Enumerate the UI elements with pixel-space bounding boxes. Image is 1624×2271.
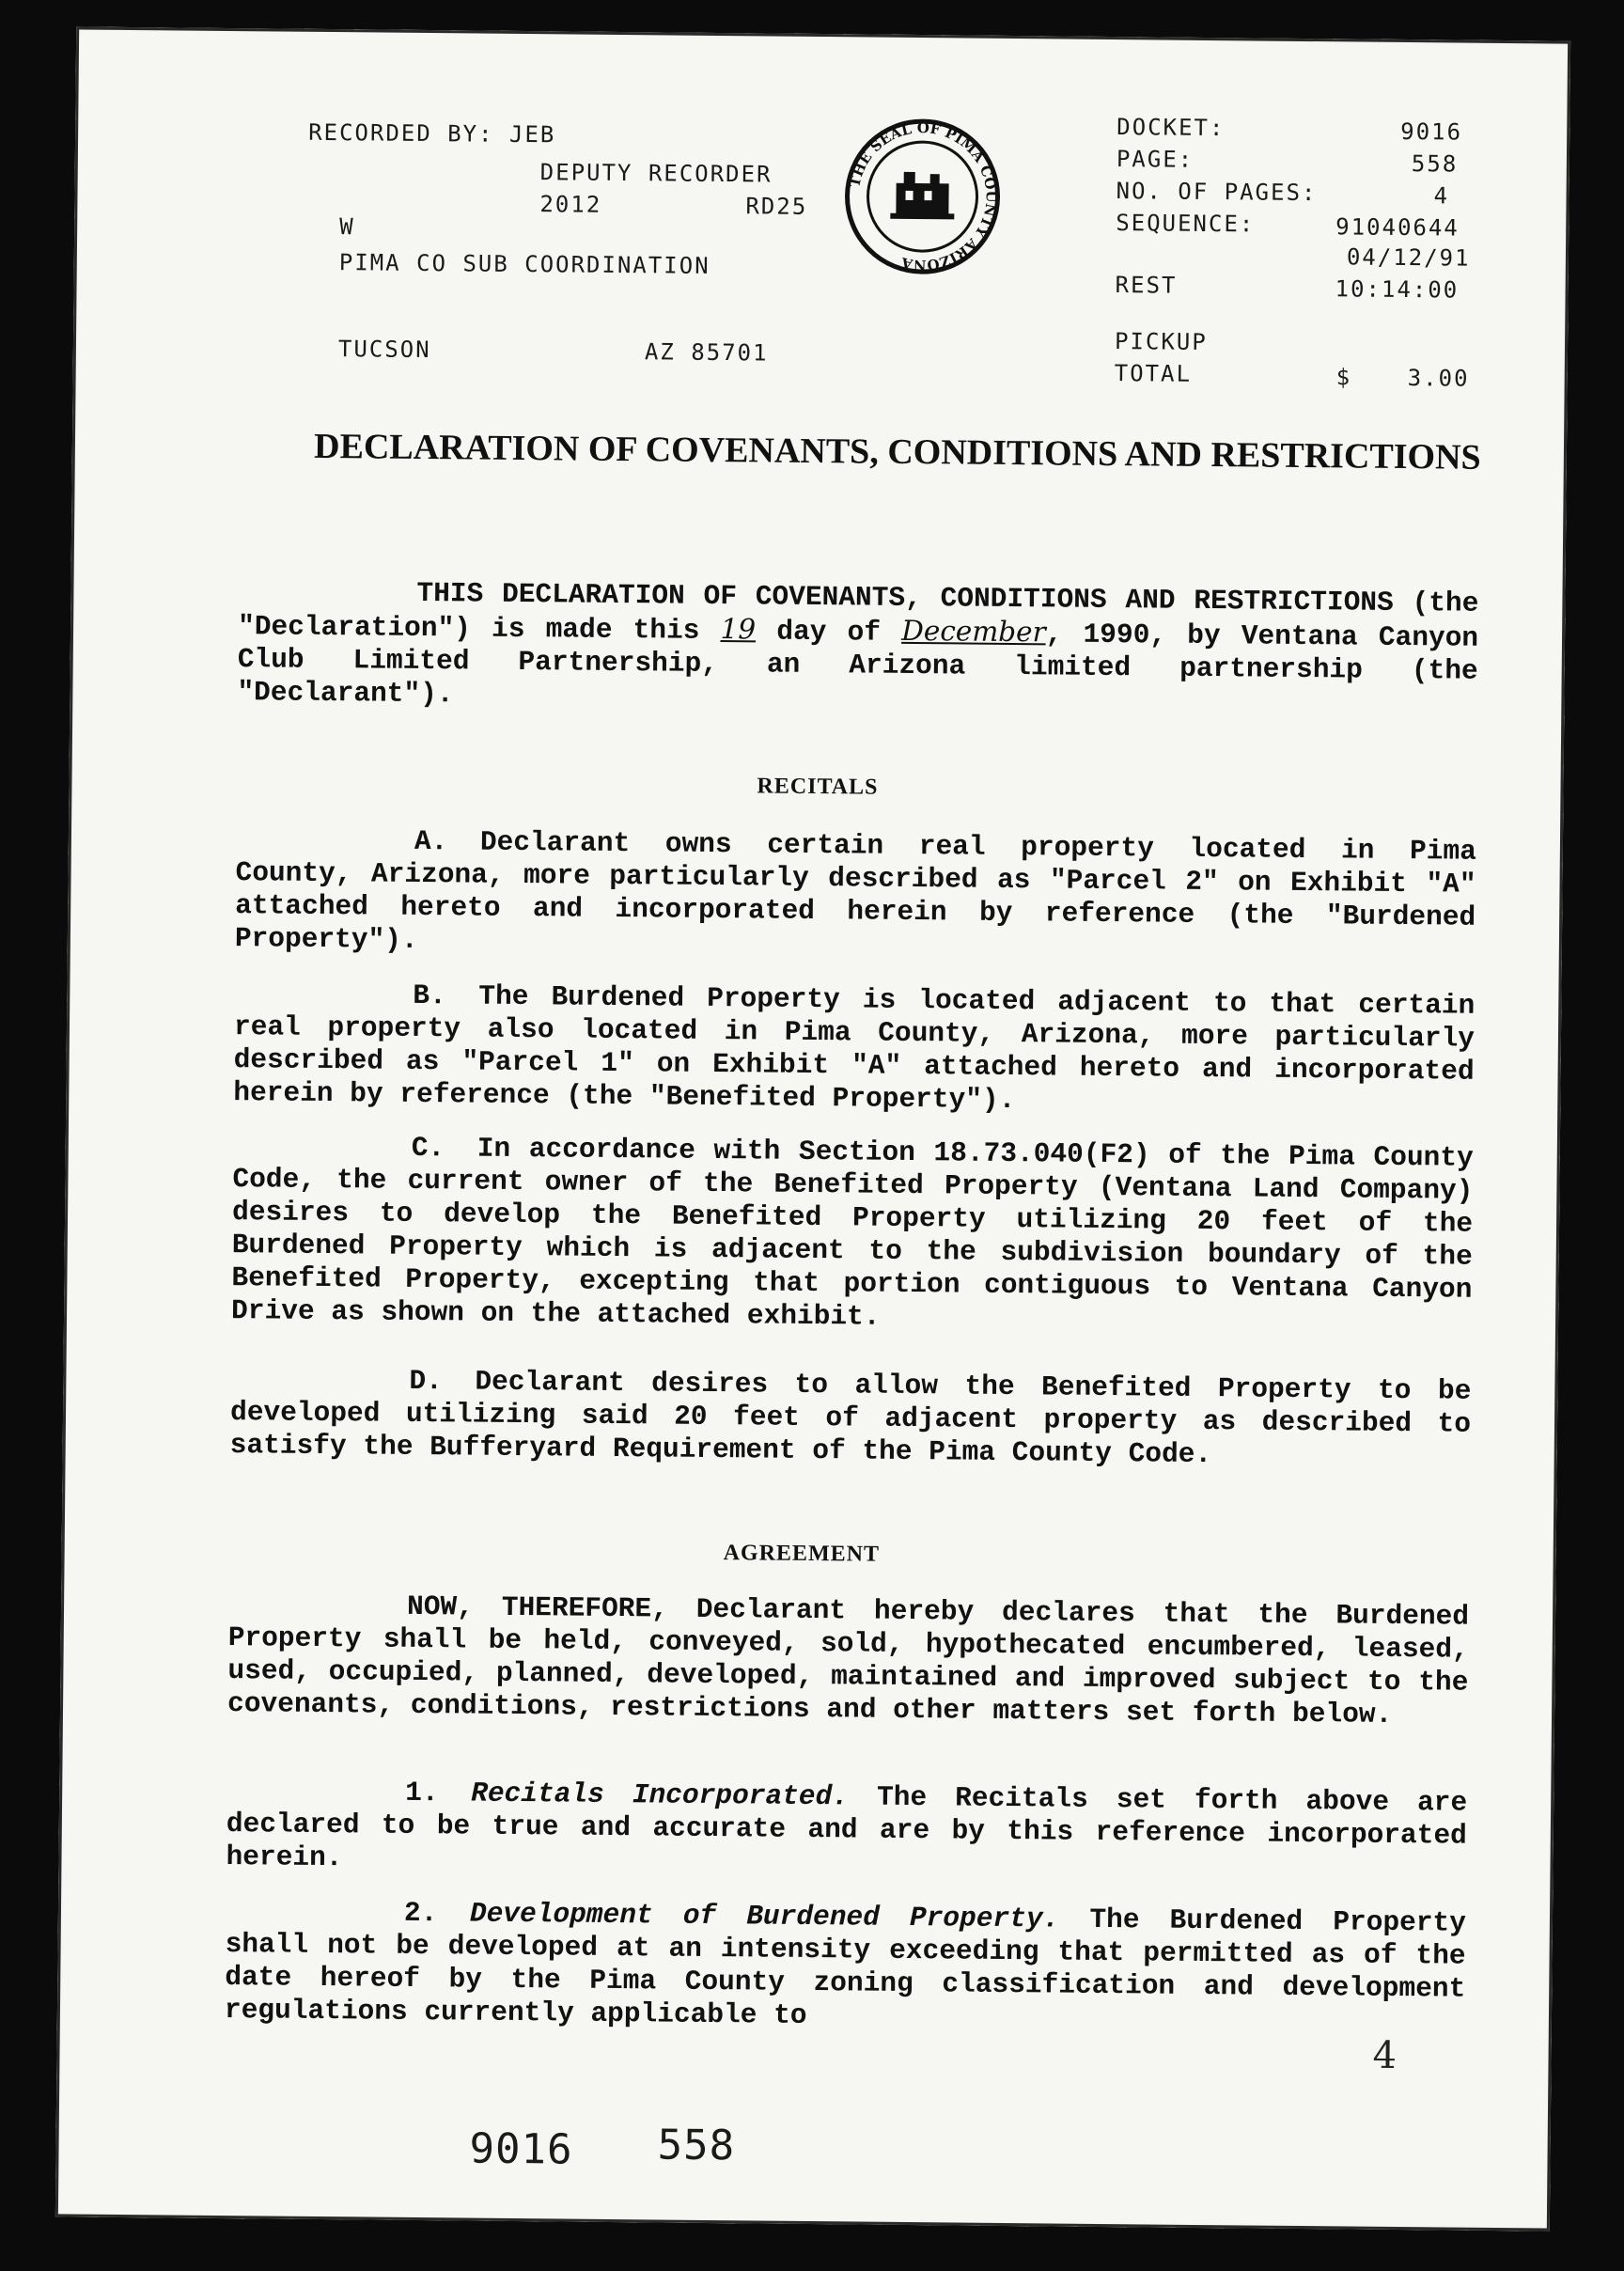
page-label: PAGE:: [1116, 146, 1195, 173]
intro-text-1: THIS DECLARATION OF COVENANTS, CONDITIONS AND RESTRICTIONS (the "Declaration") is made this: [237, 576, 1479, 647]
recital-a-text: Declarant owns certain real property located in Pima County, Arizona, more particularly described as "Parcel 2" on Exhibit "A" attached hereto and incorporated herein by reference (the "Burdened Property").: [234, 825, 1477, 956]
item-1-text: The Recitals set forth above are declared to be true and accurate and are by this reference incorporated herein.: [226, 1780, 1468, 1874]
intro-text-3: , 1990, by Ventana Canyon Club Limited Partnership, an Arizona limited partnership (the "Declarant").: [237, 618, 1479, 711]
num-pages-label: NO. OF PAGES:: [1116, 178, 1318, 207]
docket-label: DOCKET:: [1116, 114, 1226, 142]
intro-month: December: [901, 614, 1046, 649]
agreement-paragraph: [227, 1589, 1469, 1732]
footer-page: 558: [657, 2121, 736, 2170]
recital-c-text: In accordance with Section 18.73.040(F2) of the Pima County Code, the current owner of the Benefited Property (Ventana Land Company) desires to develop the Benefited Property utilizing 20 feet of the Burdened Property which is adjacent to the subdivision boundary of the Benefited Property, excepting that portion contiguous to Ventana Canyon Drive as shown on the attached exhibit.: [230, 1132, 1474, 1333]
recitals-heading: RECITALS: [757, 774, 879, 800]
record-time: 10:14:00: [1335, 275, 1460, 304]
agency-name: PIMA CO SUB COORDINATION: [338, 249, 710, 279]
seal-text: THE SEAL OF PIMA COUNTY ARIZONA: [846, 119, 1000, 274]
recital-d-text: Declarant desires to allow the Benefited Property to be developed utilizing said 20 feet of adjacent property as described to satisfy the Bufferyard Requirement of the Pima County Code.: [229, 1365, 1472, 1471]
total-value: 3.00: [1407, 365, 1470, 392]
item-1-label: 1.: [405, 1776, 439, 1809]
num-pages-value: 4: [1433, 182, 1450, 210]
recital-a: [235, 823, 1476, 967]
deputy-recorder: DEPUTY RECORDER: [539, 159, 773, 188]
item-2: [225, 1895, 1466, 2039]
item-1: [226, 1775, 1467, 1886]
item-2-title: Development of Burdened Property.: [469, 1897, 1060, 1935]
footer-docket: 9016: [469, 2124, 573, 2174]
rest-label: REST: [1115, 272, 1178, 299]
sequence-label: SEQUENCE:: [1116, 210, 1256, 238]
recital-b-label: B.: [413, 979, 446, 1012]
sequence-value: 91040644: [1335, 213, 1460, 242]
page-marker: 4: [1372, 2033, 1398, 2078]
total-label: TOTAL: [1114, 360, 1193, 387]
state-zip: AZ 85701: [644, 338, 769, 367]
recital-b: [233, 978, 1475, 1121]
record-date: 04/12/91: [1346, 243, 1471, 272]
recital-c-label: C.: [411, 1131, 445, 1165]
recorder-code: 2012: [539, 191, 602, 218]
recital-c: [231, 1130, 1474, 1339]
currency-symbol: $: [1335, 364, 1352, 391]
item-2-label: 2.: [403, 1896, 438, 1930]
recorder-code-2: RD25: [745, 193, 808, 220]
intro-paragraph: [237, 575, 1478, 721]
document-page: [55, 26, 1570, 2231]
city: TUCSON: [337, 336, 431, 364]
item-1-title: Recitals Incorporated.: [471, 1777, 850, 1813]
recital-a-label: A.: [414, 824, 448, 858]
agreement-heading: AGREEMENT: [723, 1541, 881, 1567]
agreement-text: NOW, THEREFORE, Declarant hereby declares that the Burdened Property shall be held, conveyed, sold, hypothecated encumbered, leased, used, occupied, planned, developed, maintained and improved subject to the covenants, conditions, restrictions and other matters set forth below.: [226, 1590, 1470, 1731]
item-2-text: The Burdened Property shall not be developed at an intensity exceeding that permitted as of the date hereof by the Pima County zoning classification and development regulations currently applicable to: [224, 1903, 1467, 2031]
recorded-by: RECORDED BY: JEB: [308, 118, 556, 149]
w-mark: W: [339, 213, 355, 241]
recital-d-label: D.: [409, 1364, 443, 1398]
recital-d: [230, 1363, 1472, 1474]
docket-value: 9016: [1400, 117, 1463, 146]
intro-day: 19: [720, 613, 757, 646]
document-title: DECLARATION OF COVENANTS, CONDITIONS AND RESTRICTIONS: [313, 426, 1481, 478]
pickup-label: PICKUP: [1114, 328, 1208, 355]
county-seal-icon: [843, 117, 1003, 276]
recital-b-text: The Burdened Property is located adjacent to that certain real property also located in Pima County, Arizona, more particularly described as "Parcel 1" on Exhibit "A" attached hereto and incorporated herein by reference (the "Benefited Property").: [233, 979, 1476, 1117]
intro-text-2: day of: [776, 615, 882, 649]
page-value: 558: [1411, 150, 1459, 178]
